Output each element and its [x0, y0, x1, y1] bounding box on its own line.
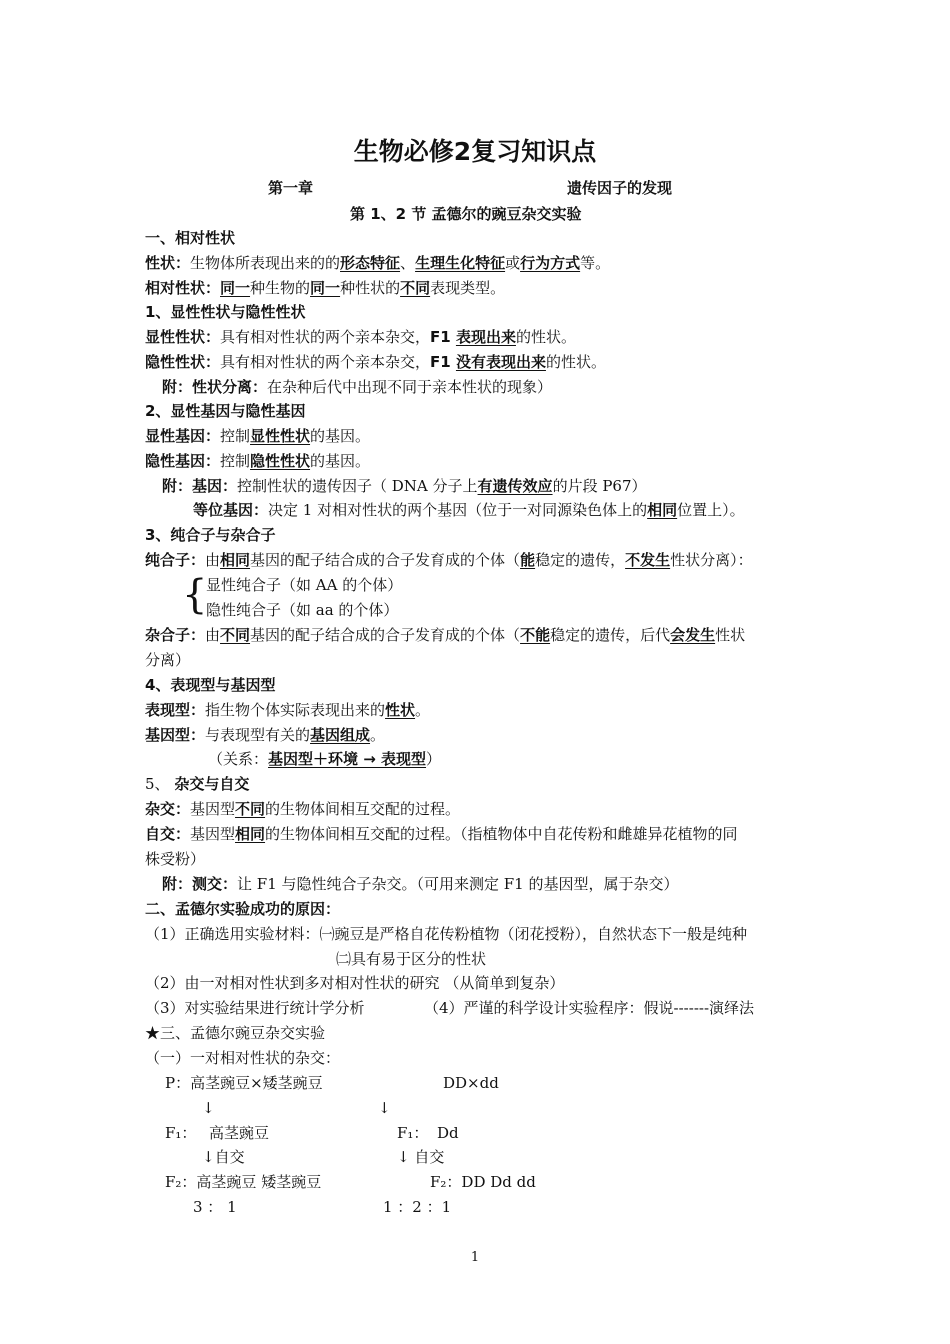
diagram-f2-right: F₂：DD Dd dd — [430, 1173, 536, 1191]
chapter-label: 第一章 — [268, 179, 314, 197]
line-guanxi: （关系：基因型＋环境 → 表现型） — [208, 750, 442, 768]
line-yinxing-chun: 隐性纯合子（如 aa 的个体） — [206, 601, 399, 619]
arrow-down-icon: ↓ — [378, 1099, 391, 1117]
diagram-p-left: P：高茎豌豆×矮茎豌豆 — [165, 1074, 323, 1092]
line-jiyinxing: 基因型：与表现型有关的基因组成。 — [145, 726, 386, 744]
line-cejiao: 附：测交：让 F1 与隐性纯合子杂交。（可用来测定 F1 的基因型，属于杂交） — [162, 875, 679, 893]
line-zijiao: 自交：基因型相同的生物体间相互交配的过程。（指植物体中自花传粉和雌雄异花植物的同 — [145, 825, 738, 843]
line-zahezi-cont: 分离） — [145, 651, 191, 669]
arrow-down-icon: ↓ — [202, 1099, 215, 1117]
line-reason-3: （3）对实验结果进行统计学分析 — [145, 999, 365, 1017]
diagram-f1-left: 高茎豌豆 — [209, 1124, 270, 1142]
line-yinxing-jiyin: 隐性基因：控制隐性性状的基因。 — [145, 452, 371, 470]
diagram-selfing-right: ↓ 自交 — [397, 1148, 445, 1166]
line-dengwei: 等位基因：决定 1 对相对性状的两个基因（位于一对同源染色体上的相同位置上）。 — [193, 501, 745, 519]
line-xiangdui: 相对性状：同一种生物的同一种性状的不同表现类型。 — [145, 279, 506, 297]
diagram-ratio-right: 1 ：2 ：1 — [383, 1198, 452, 1216]
page-number: 1 — [470, 1250, 480, 1265]
line-zajiao: 杂交：基因型不同的生物体间相互交配的过程。 — [145, 800, 461, 818]
diagram-p-right: DD×dd — [443, 1074, 499, 1092]
line-xingzhuang: 性状：生物体所表现出来的的形态特征、生理生化特征或行为方式等。 — [145, 254, 611, 272]
heading-1-5: 5、 杂交与自交 — [145, 775, 250, 793]
heading-1-1: 1、显性性状与隐性性状 — [145, 303, 306, 321]
line-biaoxianxing: 表现型：指生物个体实际表现出来的性状。 — [145, 701, 431, 719]
line-chunhezi: 纯合子：由相同基因的配子结合成的合子发育成的个体（能稳定的遗传，不发生性状分离）： — [145, 551, 753, 569]
heading-2: 二、孟德尔实验成功的原因： — [145, 900, 341, 918]
heading-1-3: 3、纯合子与杂合子 — [145, 526, 276, 544]
line-fenli: 附：性状分离：在杂种后代中出现不同于亲本性状的现象） — [162, 378, 553, 396]
heading-3: ★三、孟德尔豌豆杂交实验 — [145, 1024, 326, 1042]
line-reason-1b: ㈡具有易于区分的性状 — [336, 950, 487, 968]
diagram-selfing-left: ↓自交 — [202, 1148, 245, 1166]
page-title: 生物必修2复习知识点 — [353, 137, 597, 166]
chapter-title: 遗传因子的发现 — [567, 179, 673, 197]
heading-1: 一、相对性状 — [145, 229, 236, 247]
line-jiyin: 附：基因：控制性状的遗传因子（ DNA 分子上有遗传效应的片段 P67） — [162, 477, 647, 495]
line-zijiao-cont: 株受粉） — [145, 850, 206, 868]
diagram-f1-label-right: F₁： — [397, 1124, 429, 1142]
line-xianxing: 显性性状：具有相对性状的两个亲本杂交，F1 表现出来的性状。 — [145, 328, 576, 346]
line-reason-4: （4）严谨的科学设计实验程序：假说-------演绎法 — [424, 999, 755, 1017]
line-yinxing: 隐性性状：具有相对性状的两个亲本杂交，F1 没有表现出来的性状。 — [145, 353, 606, 371]
section-title: 第 1、2 节 孟德尔的豌豆杂交实验 — [350, 205, 582, 223]
brace-icon: { — [182, 572, 208, 618]
diagram-f1-label-left: F₁： — [165, 1124, 197, 1142]
line-xianxing-jiyin: 显性基因：控制显性性状的基因。 — [145, 427, 371, 445]
diagram-f2-left: F₂：高茎豌豆 矮茎豌豆 — [165, 1173, 322, 1191]
line-reason-1: （1）正确选用实验材料：㈠豌豆是严格自花传粉植物（闭花授粉），自然状态下一般是纯种 — [145, 925, 748, 943]
heading-1-4: 4、表现型与基因型 — [145, 676, 276, 694]
line-cross-title: （一）一对相对性状的杂交： — [145, 1049, 341, 1067]
diagram-f1-right: Dd — [437, 1124, 459, 1142]
line-xianxing-chun: 显性纯合子（如 AA 的个体） — [206, 576, 403, 594]
line-reason-2: （2）由一对相对性状到多对相对性状的研究 （从简单到复杂） — [145, 974, 565, 992]
line-zahezi: 杂合子：由不同基因的配子结合成的合子发育成的个体（不能稳定的遗传，后代会发生性状 — [145, 626, 746, 644]
heading-1-2: 2、显性基因与隐性基因 — [145, 402, 306, 420]
diagram-ratio-left: 3 ： 1 — [193, 1198, 237, 1216]
